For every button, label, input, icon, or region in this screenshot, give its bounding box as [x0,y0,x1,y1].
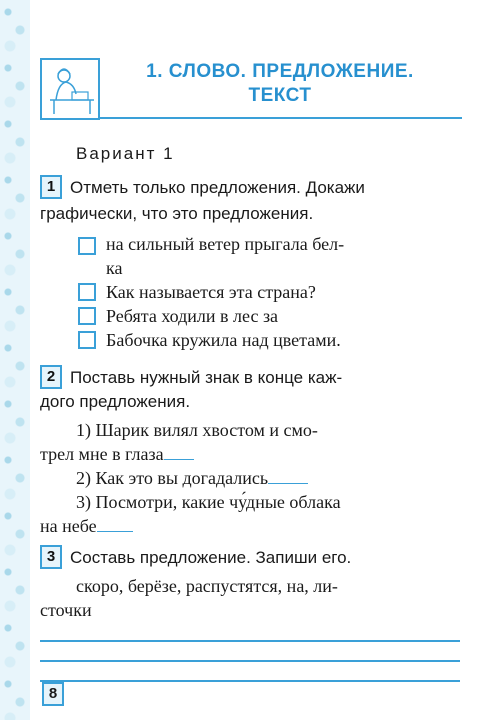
header-rule [100,117,462,119]
sentence-3-blank[interactable] [97,517,133,532]
title-line-2: ТЕКСТ [248,85,312,106]
sentence-1-text: трел мне в глаза [40,444,164,464]
option-1-checkbox[interactable] [78,237,96,255]
option-2-text: Как называется эта страна? [106,282,316,302]
task-3-line-1: Составь предложение. Запиши его. [70,548,352,567]
variant-label: Вариант 1 [76,144,175,163]
option-4-checkbox[interactable] [78,331,96,349]
task-number-2: 2 [40,365,62,389]
sentence-3-text: на небе [40,516,97,536]
sentence-2-blank[interactable] [268,469,308,484]
sentence-1-line-2 [40,443,194,465]
sentence-3-line-2 [40,515,133,537]
student-writing-icon [40,58,100,120]
page-number: 8 [42,682,64,706]
sentence-3-line-1: 3) Посмотри, какие чу́дные облака [76,492,341,512]
task-2-line-2: дого предложения. [40,392,191,411]
option-1-text-line-2: ка [106,258,123,278]
option-3-checkbox[interactable] [78,307,96,325]
option-4-text: Бабочка кружила над цветами. [106,330,341,350]
option-2-checkbox[interactable] [78,283,96,301]
task-2-line-1: Поставь нужный знак в конце каж- [70,368,343,387]
option-3-text: Ребята ходили в лес за [106,306,279,326]
task-number-1: 1 [40,175,62,199]
task-1-line-1: Отметь только предложения. Докажи [70,178,365,197]
writing-line-1[interactable] [40,640,460,642]
sentence-1-line-1: 1) Шарик вилял хвостом и смо- [76,420,318,440]
decorative-border [0,0,30,720]
writing-line-3[interactable] [40,680,460,682]
page-edge [30,0,33,720]
writing-line-2[interactable] [40,660,460,662]
sentence-1-blank[interactable] [164,445,194,460]
option-1-text-line-1: на сильный ветер прыгала бел- [106,234,345,254]
sentence-2 [76,467,308,489]
task-number-3: 3 [40,545,62,569]
title-line-1: 1. СЛОВО. ПРЕДЛОЖЕНИЕ. [146,61,414,82]
page-title [110,60,450,108]
task-3-words-line-2: сточки [40,600,92,620]
task-3-words-line-1: скоро, берёзе, распустятся, на, ли- [76,576,338,596]
sentence-2-text: 2) Как это вы догадались [76,468,269,488]
task-1-line-2: графически, что это предложения. [40,204,314,223]
